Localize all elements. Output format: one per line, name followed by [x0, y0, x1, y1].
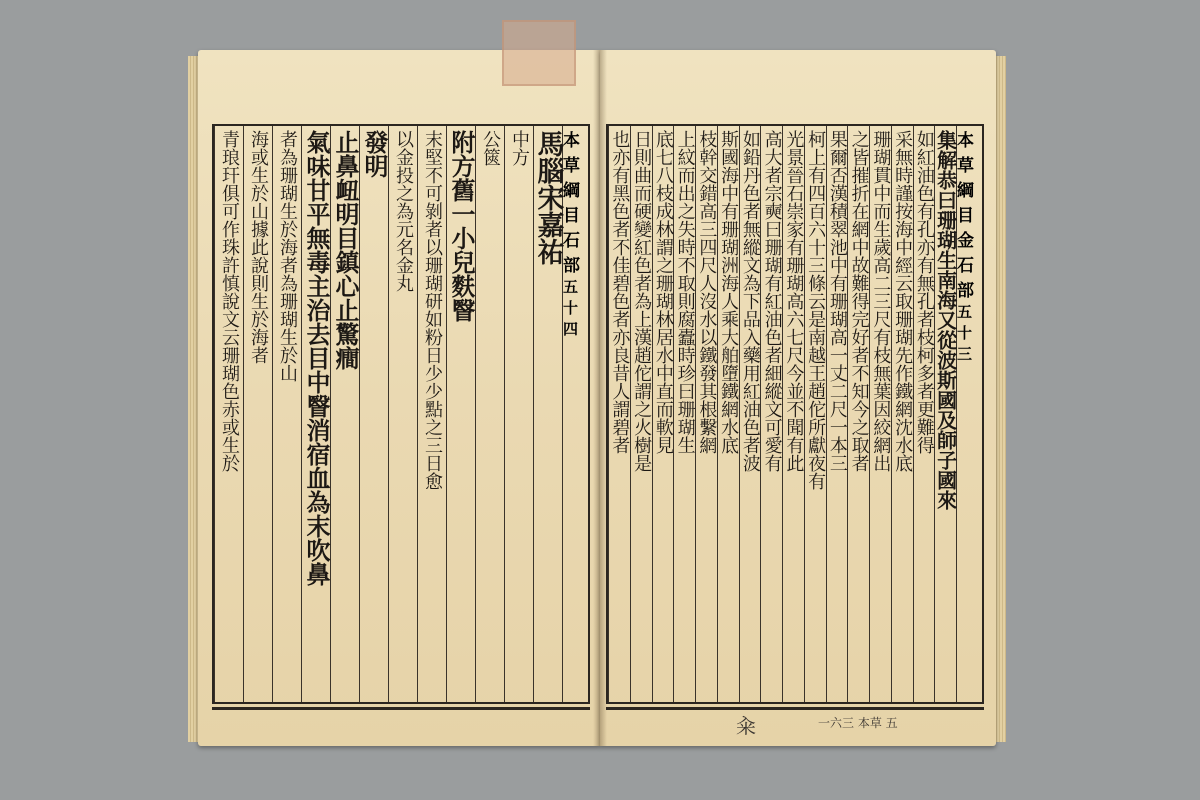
column-text: 氣味甘平無毒主治去目中瞖消宿血為末吹鼻 — [302, 130, 331, 586]
column-text: 者為珊瑚生於海者為珊瑚生於山 — [277, 130, 298, 382]
text-column — [804, 126, 826, 702]
text-column — [782, 126, 804, 702]
text-column — [475, 126, 504, 702]
text-column — [359, 126, 388, 702]
text-column — [913, 126, 935, 702]
column-text: 公篋 — [480, 130, 501, 166]
text-column — [652, 126, 674, 702]
column-text: 青琅玕俱可作珠許慎說文云珊瑚色赤或生於 — [219, 130, 240, 472]
column-text: 采無時謹按海中經云取珊瑚先作鐵網沈水底 — [892, 130, 914, 472]
spine-text: 本草綱目金石部 — [957, 131, 974, 301]
text-column — [717, 126, 739, 702]
text-column — [934, 126, 956, 702]
text-column — [417, 126, 446, 702]
text-column — [533, 126, 562, 702]
folio-number: 五十四 — [563, 278, 579, 338]
text-column — [891, 126, 913, 702]
column-text: 斯國海中有珊瑚洲海人乘大舶墮鐵網水底 — [718, 130, 740, 454]
text-column — [673, 126, 695, 702]
right-page-text-block — [606, 124, 984, 704]
column-text: 發明 — [360, 130, 389, 178]
column-text: 如鉛丹色者無縱文為下品入藥用紅油色者波 — [739, 130, 761, 472]
column-text: 末堅不可剝者以珊瑚研如粉日少少點之三日愈 — [422, 130, 443, 490]
column-text: 果爾否漢積翠池中有珊瑚高一丈二尺一本三 — [826, 130, 848, 472]
column-text: 上紋而出之失時不取則腐蠹時珍曰珊瑚生 — [674, 130, 696, 454]
pencil-annotation: 籴 — [736, 714, 756, 738]
text-column — [847, 126, 869, 702]
text-column — [330, 126, 359, 702]
text-column — [446, 126, 475, 702]
text-column — [388, 126, 417, 702]
column-text: 珊瑚貫中而生歲高二三尺有枝無葉因絞網出 — [870, 130, 892, 472]
library-seal-stamp — [502, 20, 576, 86]
text-column — [504, 126, 533, 702]
text-column — [243, 126, 272, 702]
text-column — [695, 126, 717, 702]
left-page-spine-label — [562, 126, 589, 702]
text-column — [826, 126, 848, 702]
left-page-text-block — [212, 124, 590, 704]
text-column — [301, 126, 330, 702]
book-gutter — [593, 50, 607, 746]
column-text: 底七八枝成林謂之珊瑚林居水中直而軟見 — [652, 130, 674, 454]
text-column — [608, 126, 630, 702]
column-text: 馬腦宋嘉祐 — [532, 130, 564, 265]
folio-number: 五十三 — [957, 303, 973, 363]
text-column — [739, 126, 761, 702]
pencil-annotation-numbers: 一六三 本草 五 — [818, 716, 898, 730]
column-text: 日則曲而硬變紅色者為上漢趙佗謂之火樹是 — [631, 130, 653, 472]
column-text: 止鼻衄明目鎮心止驚癎 — [331, 130, 360, 370]
column-text: 中方 — [509, 130, 530, 166]
column-text: 也亦有黑色者不佳碧色者亦良昔人謂碧者 — [609, 130, 631, 454]
column-text: 柯上有四百六十三條云是南越王趙佗所獻夜有 — [805, 130, 827, 490]
column-text: 海或生於山據此說則生於海者 — [248, 130, 269, 364]
column-text: 如紅油色有孔亦有無孔者枝柯多者更難得 — [913, 130, 935, 454]
column-text: 附方舊一小兒麩瞖 — [447, 130, 476, 322]
column-text: 集解恭曰珊瑚生南海又從波斯國及師子國來 — [933, 130, 958, 510]
column-text: 枝幹交錯高三四尺人沒水以鐵發其根繫網 — [696, 130, 718, 454]
column-text: 以金投之為元名金丸 — [393, 130, 414, 292]
spine-text: 本草綱目石部 — [563, 131, 580, 276]
column-text: 光景晉石崇家有珊瑚高六七尺今並不聞有此 — [783, 130, 805, 472]
right-page-spine-label — [956, 126, 983, 702]
text-column — [272, 126, 301, 702]
column-text: 高大者宗奭曰珊瑚有紅油色者細縱文可愛有 — [761, 130, 783, 472]
column-text: 之皆摧折在網中故難得完好者不知今之取者 — [848, 130, 870, 472]
text-column — [214, 126, 243, 702]
text-column — [630, 126, 652, 702]
text-column — [760, 126, 782, 702]
open-book — [188, 50, 1008, 750]
text-column — [869, 126, 891, 702]
